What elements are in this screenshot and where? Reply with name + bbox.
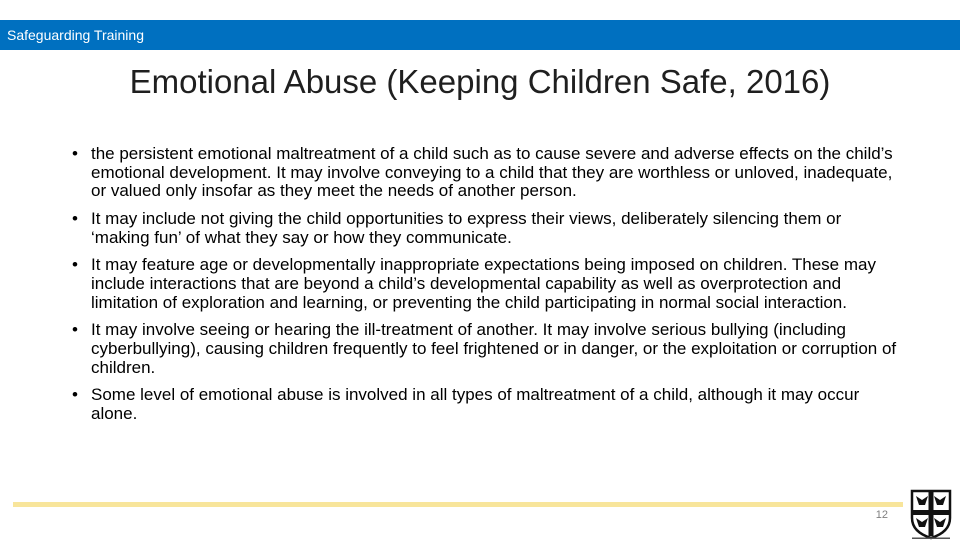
bullet-item bbox=[68, 321, 898, 377]
bullet-item bbox=[68, 256, 898, 312]
bullet-text: It may include not giving the child opportunities to express their views, deliberately silencing them or ‘making fun’ of what they say or how they communicate. bbox=[91, 208, 842, 247]
bullet-icon: • bbox=[72, 255, 78, 275]
bullet-text: Some level of emotional abuse is involved in all types of maltreatment of a child, although it may occur alone. bbox=[91, 385, 860, 423]
bullet-text: It may involve seeing or hearing the ill-treatment of another. It may involve serious bullying (including cyberbullying), causing children frequently to feel frightened or in danger, or the exploitation or corruption of children. bbox=[91, 320, 897, 377]
bullet-icon: • bbox=[72, 208, 78, 228]
school-crest-icon bbox=[906, 488, 956, 540]
bullet-item bbox=[68, 210, 898, 247]
bullet-icon: • bbox=[72, 385, 78, 405]
footer-divider bbox=[13, 502, 903, 507]
bullet-item bbox=[68, 145, 898, 201]
bullet-text: It may feature age or developmentally inappropriate expectations being imposed on children. These may include interactions that are beyond a child’s developmental capability as well as overprotection and limitation of exploration and learning, or preventing the child participating in normal social interaction. bbox=[91, 255, 876, 312]
bullet-item bbox=[68, 386, 898, 423]
slide-title: Emotional Abuse (Keeping Children Safe, 2016) bbox=[129, 63, 831, 100]
bullet-icon: • bbox=[72, 144, 78, 163]
header-bar bbox=[0, 20, 960, 50]
header-label: Safeguarding Training bbox=[7, 27, 144, 43]
bullet-icon: • bbox=[72, 320, 78, 340]
bullet-list bbox=[68, 145, 898, 433]
page-number: 12 bbox=[875, 509, 888, 521]
bullet-text: the persistent emotional maltreatment of a child such as to cause severe and adverse effects on the child’s emotional development. It may involve conveying to a child that they are worthless or unloved, inadequate, or valued only insofar as they meet the needs of another person. bbox=[91, 144, 893, 201]
